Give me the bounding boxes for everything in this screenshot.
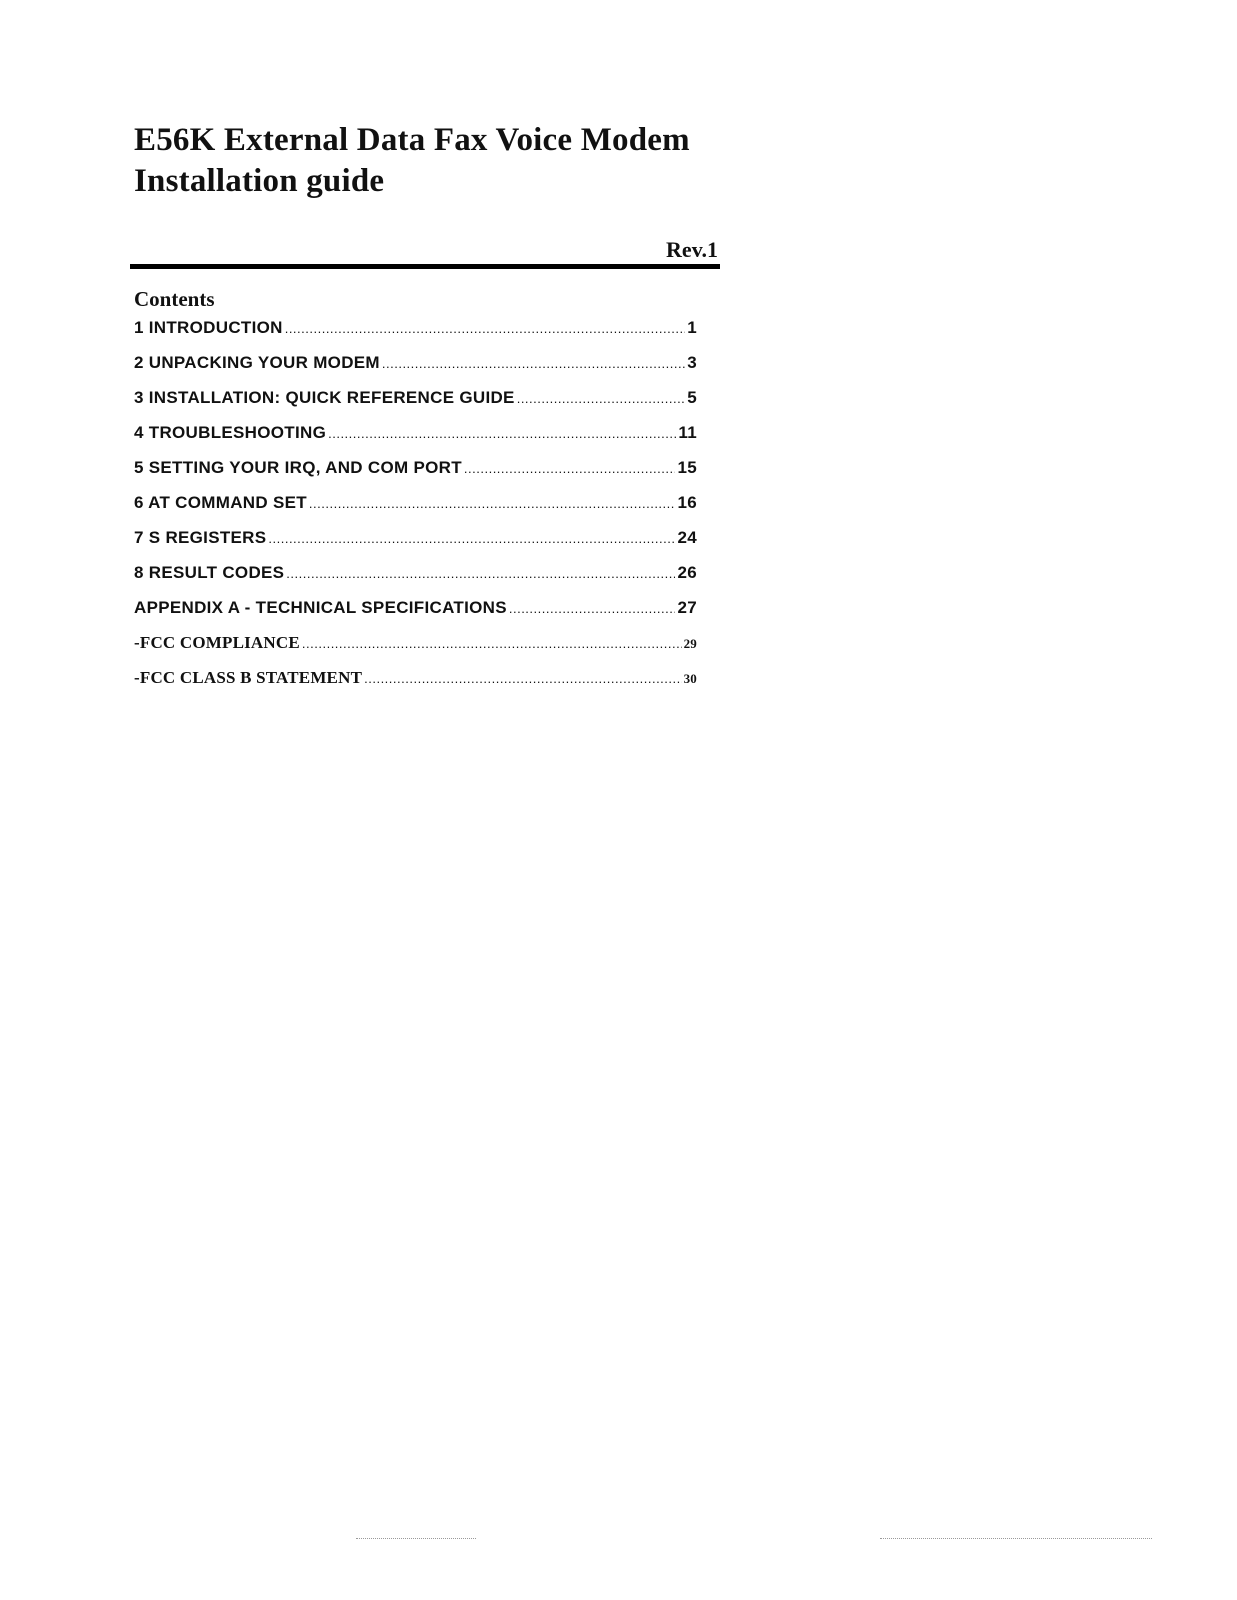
toc-entry-page: 11 — [678, 423, 697, 442]
toc-entry-label: 5 SETTING YOUR IRQ, AND COM PORT — [134, 458, 462, 477]
toc-entry-label: -FCC CLASS B STATEMENT — [134, 668, 363, 687]
toc-entry-fcc-class-b — [134, 668, 697, 703]
toc-entry-installation — [134, 388, 697, 423]
toc-dot-leader — [364, 671, 681, 686]
toc-dot-leader — [309, 496, 676, 511]
toc-entry-troubleshooting — [134, 423, 697, 458]
toc-entry-s-registers — [134, 528, 697, 563]
toc-entry-page: 30 — [683, 671, 697, 686]
toc-entry-label: 6 AT COMMAND SET — [134, 493, 307, 512]
header-rule — [130, 264, 720, 269]
toc-dot-leader — [328, 426, 676, 441]
table-of-contents — [134, 318, 697, 703]
document-title-line-1: E56K External Data Fax Voice Modem — [134, 122, 690, 158]
toc-entry-page: 27 — [677, 598, 697, 617]
revision-label: Rev.1 — [666, 237, 718, 262]
toc-entry-result-codes — [134, 563, 697, 598]
toc-entry-at-command-set — [134, 493, 697, 528]
toc-entry-label: 2 UNPACKING YOUR MODEM — [134, 353, 380, 372]
toc-entry-page: 16 — [677, 493, 697, 512]
toc-entry-label: 8 RESULT CODES — [134, 563, 285, 582]
toc-entry-page: 15 — [677, 458, 697, 477]
toc-dot-leader — [302, 636, 682, 651]
toc-entry-irq-com-port — [134, 458, 697, 493]
toc-entry-introduction — [134, 318, 697, 353]
document-title-line-2: Installation guide — [134, 163, 385, 199]
toc-entry-label: 1 INTRODUCTION — [134, 318, 283, 337]
toc-entry-appendix-a — [134, 598, 697, 633]
scan-artifact — [356, 1538, 476, 1540]
scan-artifact — [880, 1538, 1152, 1540]
document-title — [134, 120, 690, 202]
toc-entry-page: 1 — [687, 318, 697, 337]
toc-entry-fcc-compliance — [134, 633, 697, 668]
toc-entry-unpacking — [134, 353, 697, 388]
toc-dot-leader — [509, 601, 676, 616]
toc-dot-leader — [286, 566, 675, 581]
toc-entry-page: 26 — [677, 563, 697, 582]
toc-entry-page: 29 — [683, 636, 697, 651]
toc-dot-leader — [517, 391, 686, 406]
toc-dot-leader — [268, 531, 675, 546]
toc-entry-label: 4 TROUBLESHOOTING — [134, 423, 327, 442]
toc-entry-label: -FCC COMPLIANCE — [134, 633, 300, 652]
toc-dot-leader — [285, 321, 686, 336]
toc-entry-page: 3 — [687, 353, 697, 372]
toc-entry-page: 24 — [677, 528, 697, 547]
toc-entry-label: 3 INSTALLATION: QUICK REFERENCE GUIDE — [134, 388, 515, 407]
contents-heading: Contents — [134, 287, 215, 311]
toc-dot-leader — [464, 461, 676, 476]
toc-entry-label: APPENDIX A - TECHNICAL SPECIFICATIONS — [134, 598, 507, 617]
toc-entry-page: 5 — [687, 388, 697, 407]
toc-entry-label: 7 S REGISTERS — [134, 528, 267, 547]
toc-dot-leader — [382, 356, 685, 371]
